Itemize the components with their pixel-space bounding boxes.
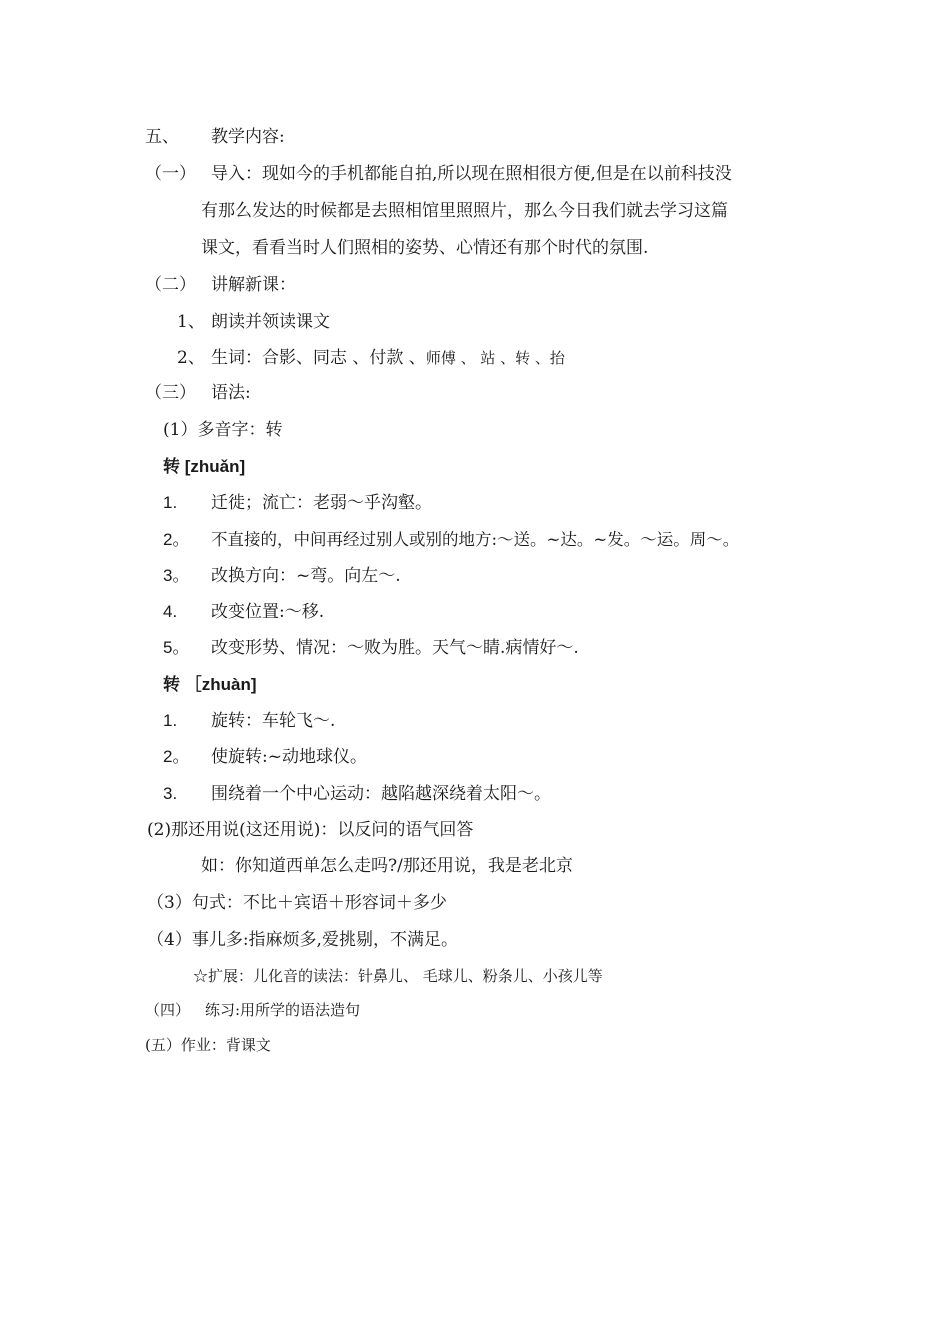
part3-label: （三）: [145, 383, 196, 403]
zhuan4-heading: 转 ［zhuàn]: [163, 675, 257, 694]
zhuan3-heading: 转 [zhuǎn]: [163, 457, 246, 476]
zhuan4-item-1-text: 旋转：车轮飞～.: [211, 711, 336, 731]
zhuan3-item-3-text: 改换方向：~弯。向左～.: [211, 566, 401, 586]
zhuan4-item-2-num: 2。: [163, 747, 190, 766]
part4-text: 练习:用所学的语法造句: [205, 1001, 361, 1019]
part2-label: （二）: [145, 275, 196, 295]
zhuan3-item-2-text: 不直接的，中间再经过别人或别的地方:～送。~达。~发。～运。周～。: [211, 530, 740, 549]
grammar-point-2-example: 如：你知道西单怎么走吗?/那还用说，我是老北京: [201, 856, 573, 876]
part5-homework: (五）作业：背课文: [145, 1036, 271, 1054]
part2-item-2-tail: 师傅 、 站 、转 、抬: [425, 349, 565, 367]
zhuan3-item-5-text: 改变形势、情况：～败为胜。天气～睛.病情好～.: [211, 638, 579, 658]
zhuan3-item-1-num: 1.: [163, 493, 178, 512]
zhuan3-item-4-num: 4.: [163, 602, 178, 621]
part2-item-1-num: 1、: [177, 312, 205, 332]
part1-line-2: 有那么发达的时候都是去照相馆里照照片，那么今日我们就去学习这篇: [201, 201, 728, 221]
zhuan4-item-1-num: 1.: [163, 711, 178, 730]
zhuan3-item-3-num: 3。: [163, 566, 190, 585]
zhuan3-item-5-num: 5。: [163, 638, 190, 657]
part3-title: 语法:: [211, 383, 251, 403]
zhuan4-item-3-text: 围绕着一个中心运动：越陷越深绕着太阳～。: [211, 784, 551, 804]
part2-item-1-text: 朗读并领读课文: [211, 312, 330, 332]
zhuan4-item-3-num: 3.: [163, 784, 178, 803]
zhuan3-item-1-text: 迁徙；流亡：老弱～乎沟壑。: [211, 493, 432, 513]
grammar-point-3: （3）句式：不比＋宾语＋形容词＋多少: [147, 893, 447, 913]
polyphone-heading: (1）多音字：转: [163, 420, 283, 440]
part1-line-1: 导入：现如今的手机都能自拍,所以现在照相很方便,但是在以前科技没: [211, 164, 732, 184]
grammar-point-2: (2)那还用说(这还用说)：以反问的语气回答: [147, 820, 474, 840]
part2-title: 讲解新课：: [211, 275, 296, 295]
part1-line-3: 课文，看看当时人们照相的姿势、心情还有那个时代的氛围.: [201, 238, 649, 258]
section-title: 教学内容:: [211, 127, 285, 147]
grammar-point-4: （4）事儿多:指麻烦多,爱挑剔，不满足。: [147, 930, 458, 950]
section-number: 五、: [145, 127, 179, 147]
zhuan3-item-2-num: 2。: [163, 530, 190, 549]
part4-label: （四）: [145, 1001, 191, 1019]
zhuan4-item-2-text: 使旋转:~动地球仪。: [211, 747, 367, 767]
part2-item-2-num: 2、: [177, 348, 205, 368]
part2-item-2-lead: 生词：合影、同志 、付款 、师傅 、 站 、转 、抬: [211, 348, 565, 368]
extension-note: ☆扩展：儿化音的读法：针鼻儿、 毛球儿、粉条儿、小孩儿等: [193, 967, 603, 985]
part1-label: （一）: [145, 164, 196, 184]
zhuan3-item-4-text: 改变位置:～移.: [211, 602, 325, 622]
